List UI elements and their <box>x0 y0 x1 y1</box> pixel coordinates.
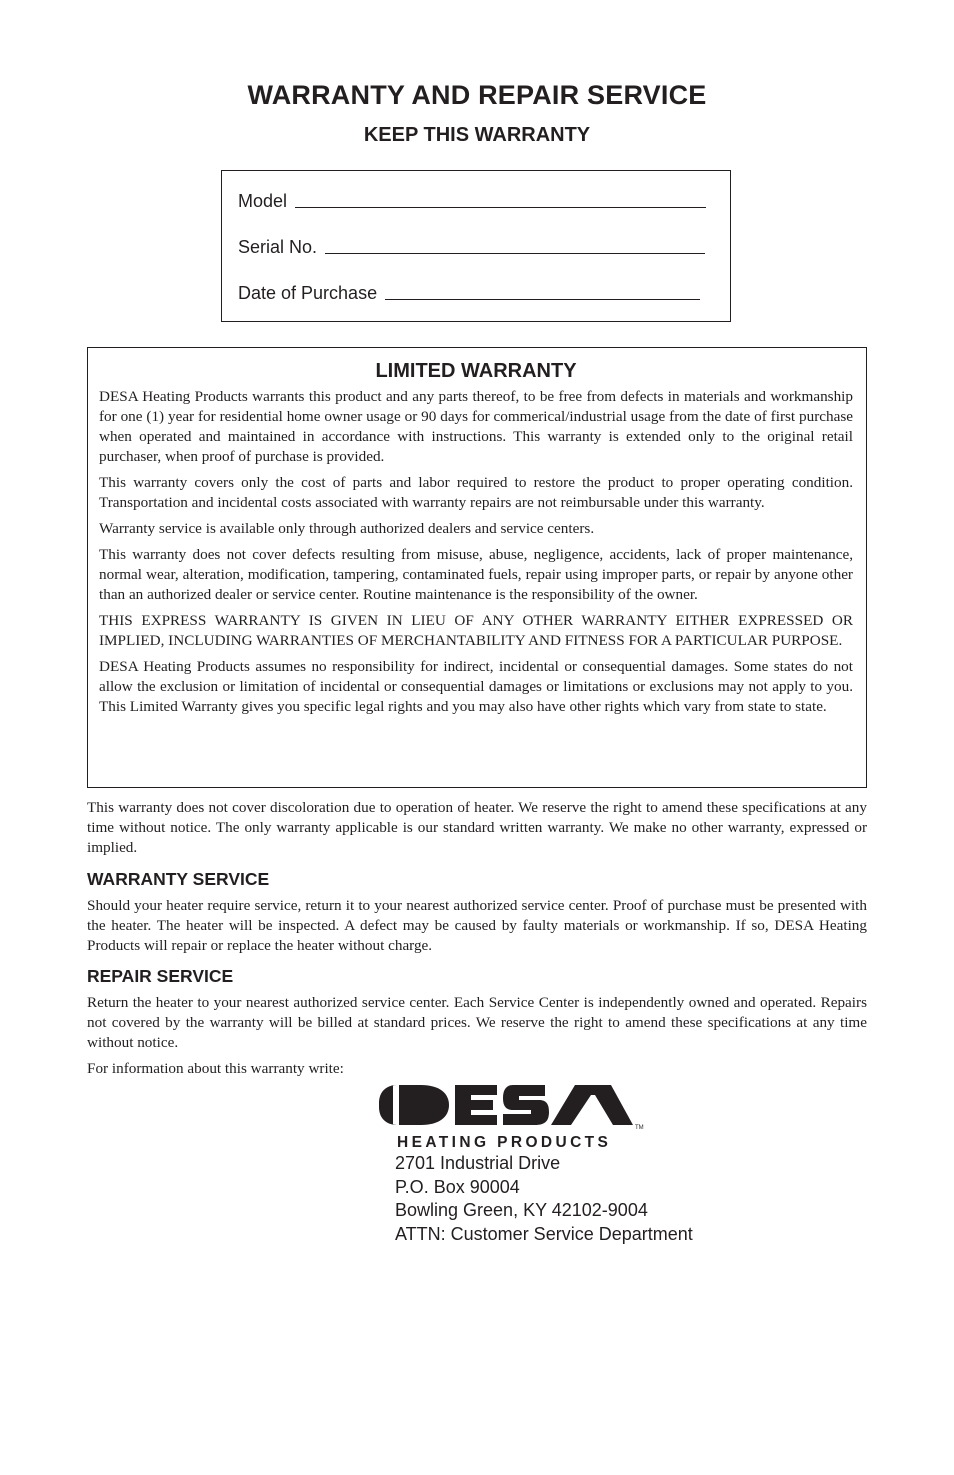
page-title: WARRANTY AND REPAIR SERVICE <box>247 80 707 110</box>
warranty-service-section <box>87 869 867 962</box>
address-line: P.O. Box 90004 <box>395 1176 520 1197</box>
page-subtitle: KEEP THIS WARRANTY <box>363 124 591 146</box>
limited-warranty-title: LIMITED WARRANTY <box>375 360 577 382</box>
warranty-paragraph: Warranty service is available only through authorized dealers and service centers. <box>99 520 595 537</box>
warranty-service-heading: WARRANTY SERVICE <box>87 869 270 889</box>
repair-service-text: Return the heater to your nearest authorized service center. Each Service Center is independently owned and operated. Repairs not covered by the warranty will be billed at standard prices. We reserve the right to amend these specifications at any time without notice. <box>87 994 867 1051</box>
address-line: Bowling Green, KY 42102-9004 <box>395 1200 648 1220</box>
warranty-service-text: Should your heater require service, return it to your nearest authorized service center. Proof of purchase must be presented with the heater. The heater will be inspected. A defect may be caused by faulty materials or workmanship. If so, DESA Heating Products will repair or replace the heater without charge. <box>87 897 867 954</box>
repair-service-section <box>87 966 867 1085</box>
model-row <box>238 191 706 212</box>
desa-logo <box>379 1083 649 1153</box>
discoloration-note: This warranty does not cover discoloration due to operation of heater. We reserve the right to amend these specifications at any time without notice. The only warranty applicable is our standard written warranty. We make no other warranty, expressed or implied. <box>87 799 867 856</box>
warranty-paragraph: THIS EXPRESS WARRANTY IS GIVEN IN LIEU OF ANY OTHER WARRANTY EITHER EXPRESSED OR IMPLIED, INCLUDING WARRANTIES OF MERCHANTABILITY AND FITNESS FOR A PARTICULAR PURPOSE. <box>99 612 853 649</box>
discoloration-section <box>87 798 867 864</box>
date-field[interactable] <box>385 298 700 300</box>
repair-service-heading: REPAIR SERVICE <box>87 966 234 986</box>
date-label: Date of Purchase <box>238 283 378 303</box>
address-line: 2701 Industrial Drive <box>395 1153 561 1173</box>
model-label: Model <box>238 191 288 211</box>
address-line: ATTN: Customer Service Department <box>395 1223 693 1244</box>
warranty-paragraph: This warranty covers only the cost of parts and labor required to restore the product to proper operating condition. Transportation and incidental costs associated with warranty repairs are not reimbursable under this warranty. <box>99 474 853 511</box>
desa-logo-graphic <box>379 1083 649 1153</box>
serial-row <box>238 237 705 258</box>
date-row <box>238 283 700 304</box>
contact-intro: For information about this warranty write: <box>87 1060 344 1077</box>
serial-field[interactable] <box>325 252 705 254</box>
warranty-record-box <box>221 170 731 322</box>
warranty-paragraph: This warranty does not cover defects resulting from misuse, abuse, negligence, accidents, lack of proper maintenance, normal wear, alteration, modification, tampering, contaminated fuels, repair using improper parts, or repair by anyone other than an authorized dealer or service center. Routine maintenance is the responsibility of the owner. <box>99 546 853 603</box>
trademark-mark: TM <box>635 1125 644 1131</box>
model-field[interactable] <box>295 206 706 208</box>
logo-tagline: HEATING PRODUCTS <box>397 1134 612 1151</box>
mailing-address <box>395 1152 693 1246</box>
limited-warranty-box <box>87 347 867 788</box>
warranty-paragraph: DESA Heating Products assumes no responsibility for indirect, incidental or consequential damages. Some states do not allow the exclusion or limitation of incidental or consequential damages or limitations or exclusions may not apply to you. This Limited Warranty gives you specific legal rights and you may also have other rights which vary from state to state. <box>99 658 853 715</box>
serial-label: Serial No. <box>238 237 318 257</box>
warranty-paragraph: DESA Heating Products warrants this product and any parts thereof, to be free from defects in materials and workmanship for one (1) year for residential home owner usage or 90 days for commerical/industrial usage from the date of first purchase when operated and maintained in accordance with instructions. This warranty is extended only to the original retail purchaser, when proof of purchase is provided. <box>99 388 853 465</box>
